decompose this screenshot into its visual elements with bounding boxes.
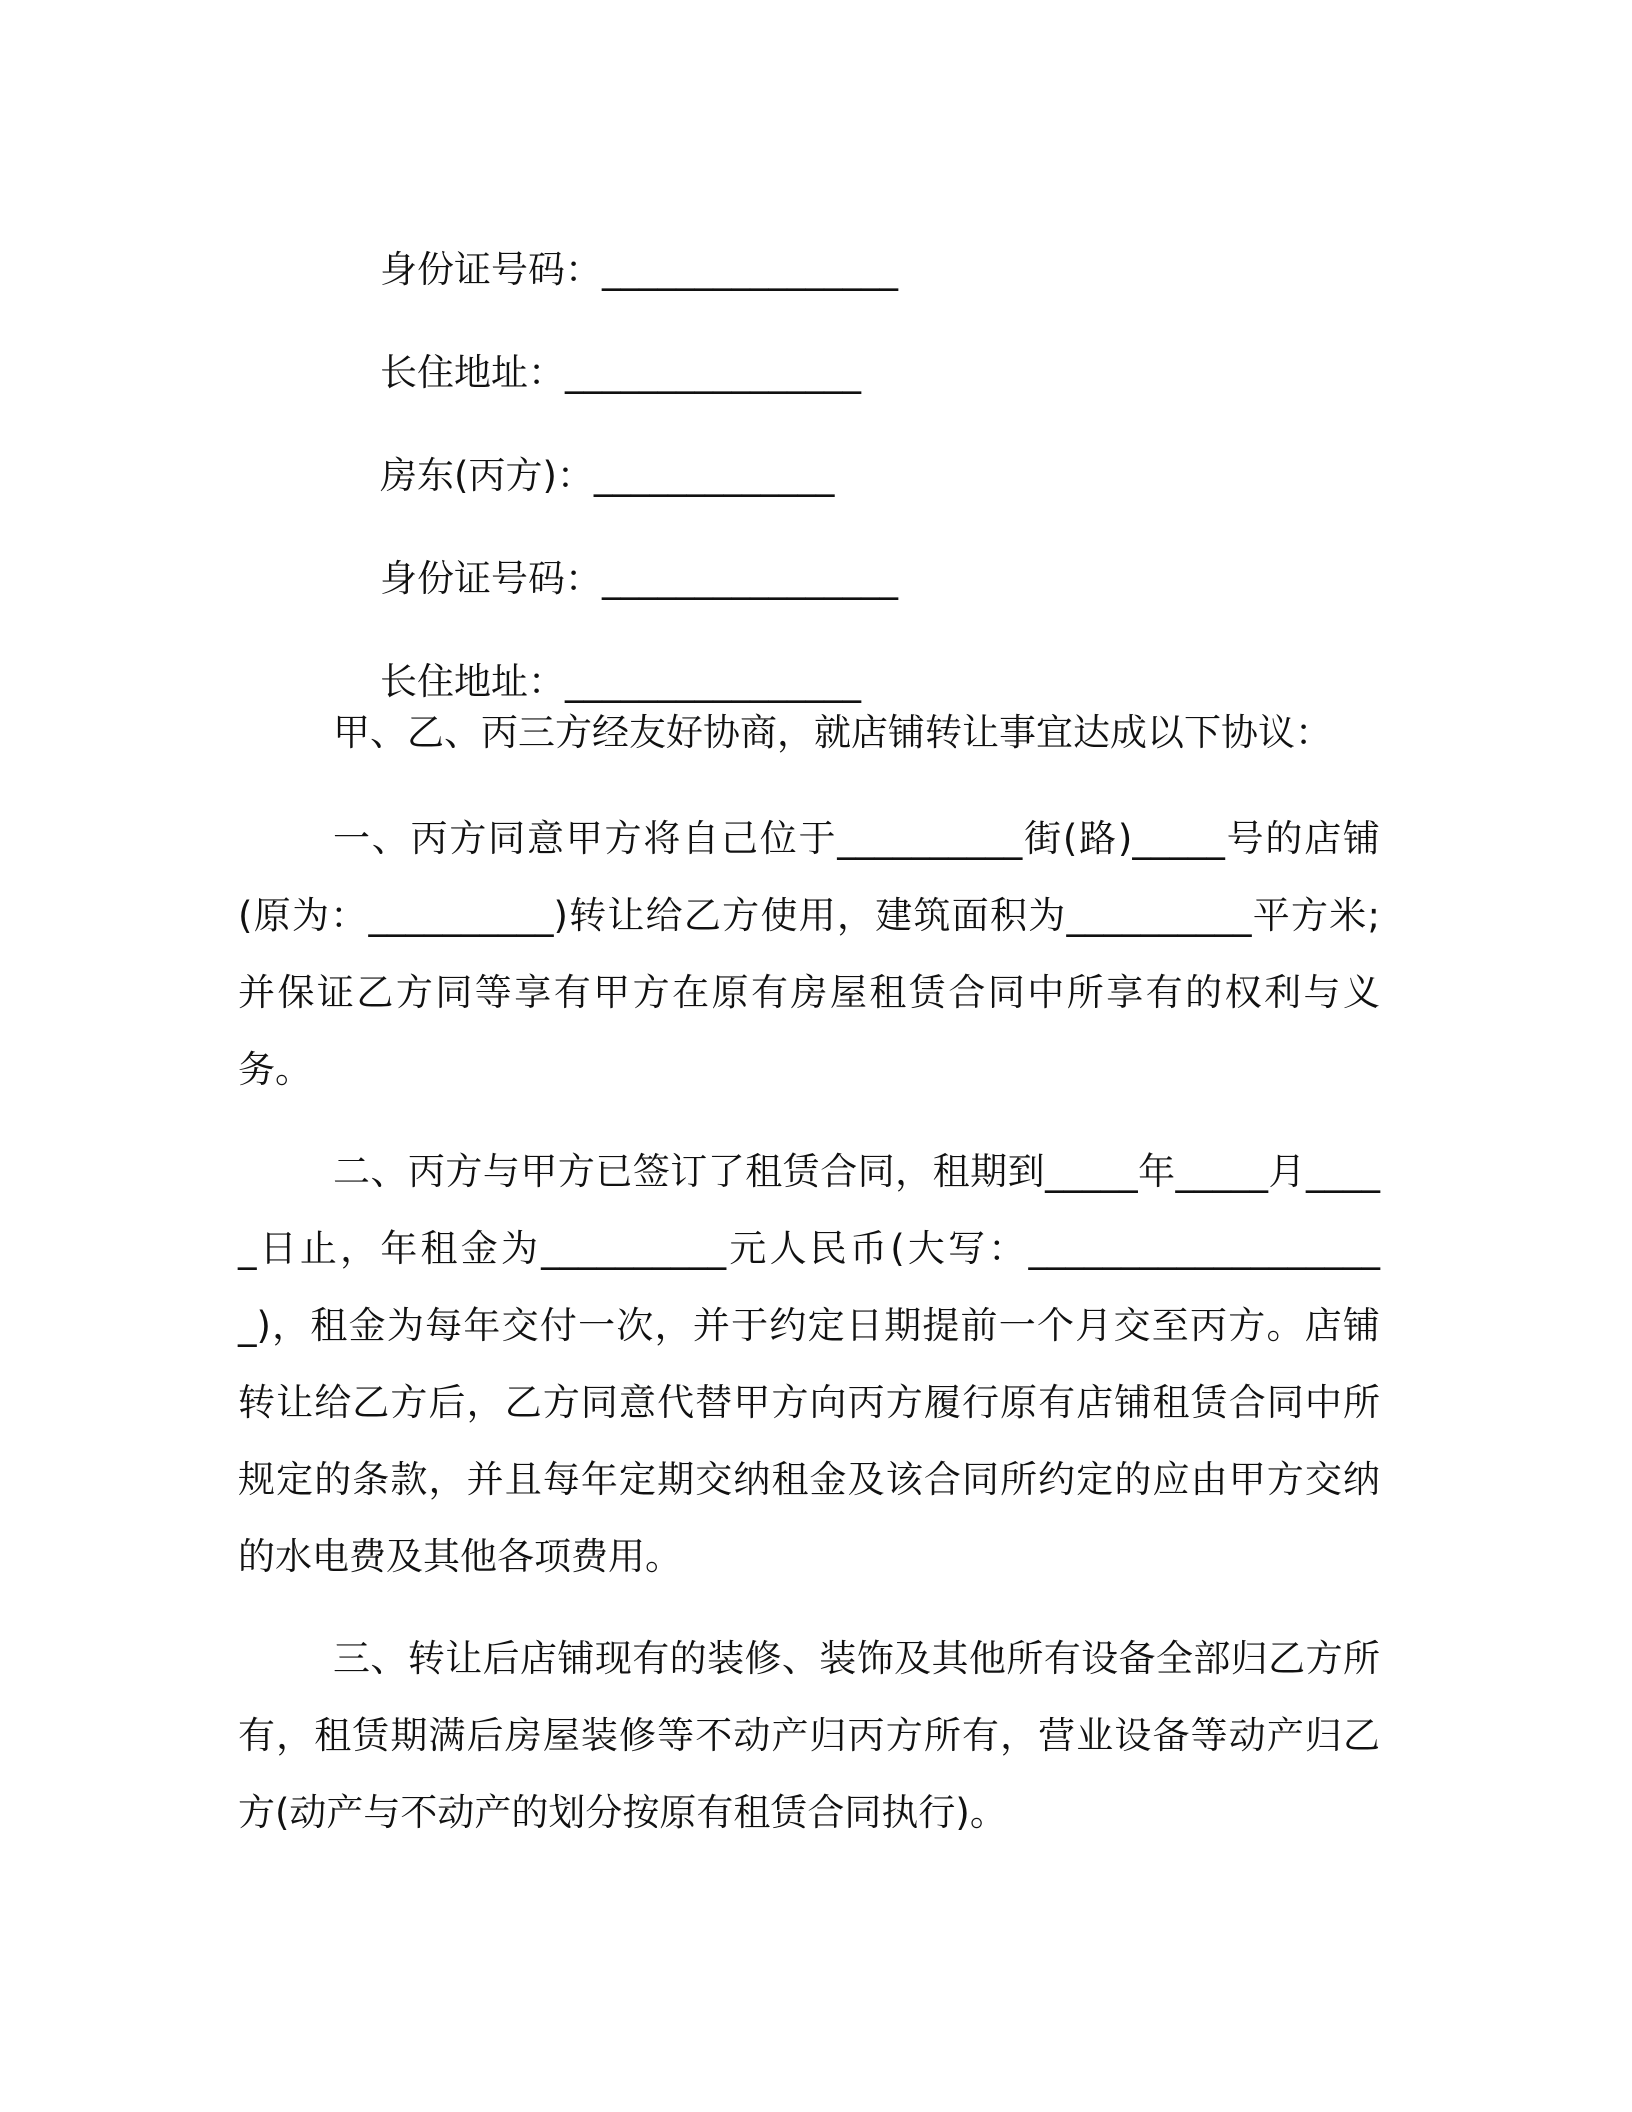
field-label: 长住地址： — [380, 351, 566, 394]
field-blank: ________________ — [602, 248, 899, 291]
field-label: 长住地址： — [380, 660, 566, 703]
field-blank: _____________ — [593, 454, 835, 497]
clause-1: 一、丙方同意甲方将自己位于__________街(路)_____号的店铺(原为：__________)转让给乙方使用，建筑面积为__________平方米;并保证乙方同等享有甲方在原有房屋租赁合同中所享有的权利与义务。 — [238, 817, 1380, 1091]
field-blank: ________________ — [565, 351, 862, 394]
field-blank: ________________ — [565, 660, 862, 703]
intro-paragraph: 甲、乙、丙三方经友好协商，就店铺转让事宜达成以下协议： — [333, 711, 1332, 754]
field-blank: ________________ — [602, 557, 899, 600]
field-label: 身份证号码： — [380, 557, 603, 600]
clause-3: 三、转让后店铺现有的装修、装饰及其他所有设备全部归乙方所有，租赁期满后房屋装修等不动产归丙方所有，营业设备等动产归乙方(动产与不动产的划分按原有租赁合同执行)。 — [238, 1637, 1380, 1834]
field-label: 房东(丙方)： — [380, 454, 594, 497]
field-label: 身份证号码： — [380, 248, 603, 291]
clause-2: 二、丙方与甲方已签订了租赁合同，租期到_____年_____月_____日止，年租金为__________元人民币(大写：____________________)，租金为每年交付一次，并于约定日期提前一个月交至丙方。店铺转让给乙方后，乙方同意代替甲方向丙方履行原有店铺租赁合同中所规定的条款，并且每年定期交纳租金及该合同所约定的应由甲方交纳的水电费及其他各项费用。 — [238, 1150, 1380, 1578]
